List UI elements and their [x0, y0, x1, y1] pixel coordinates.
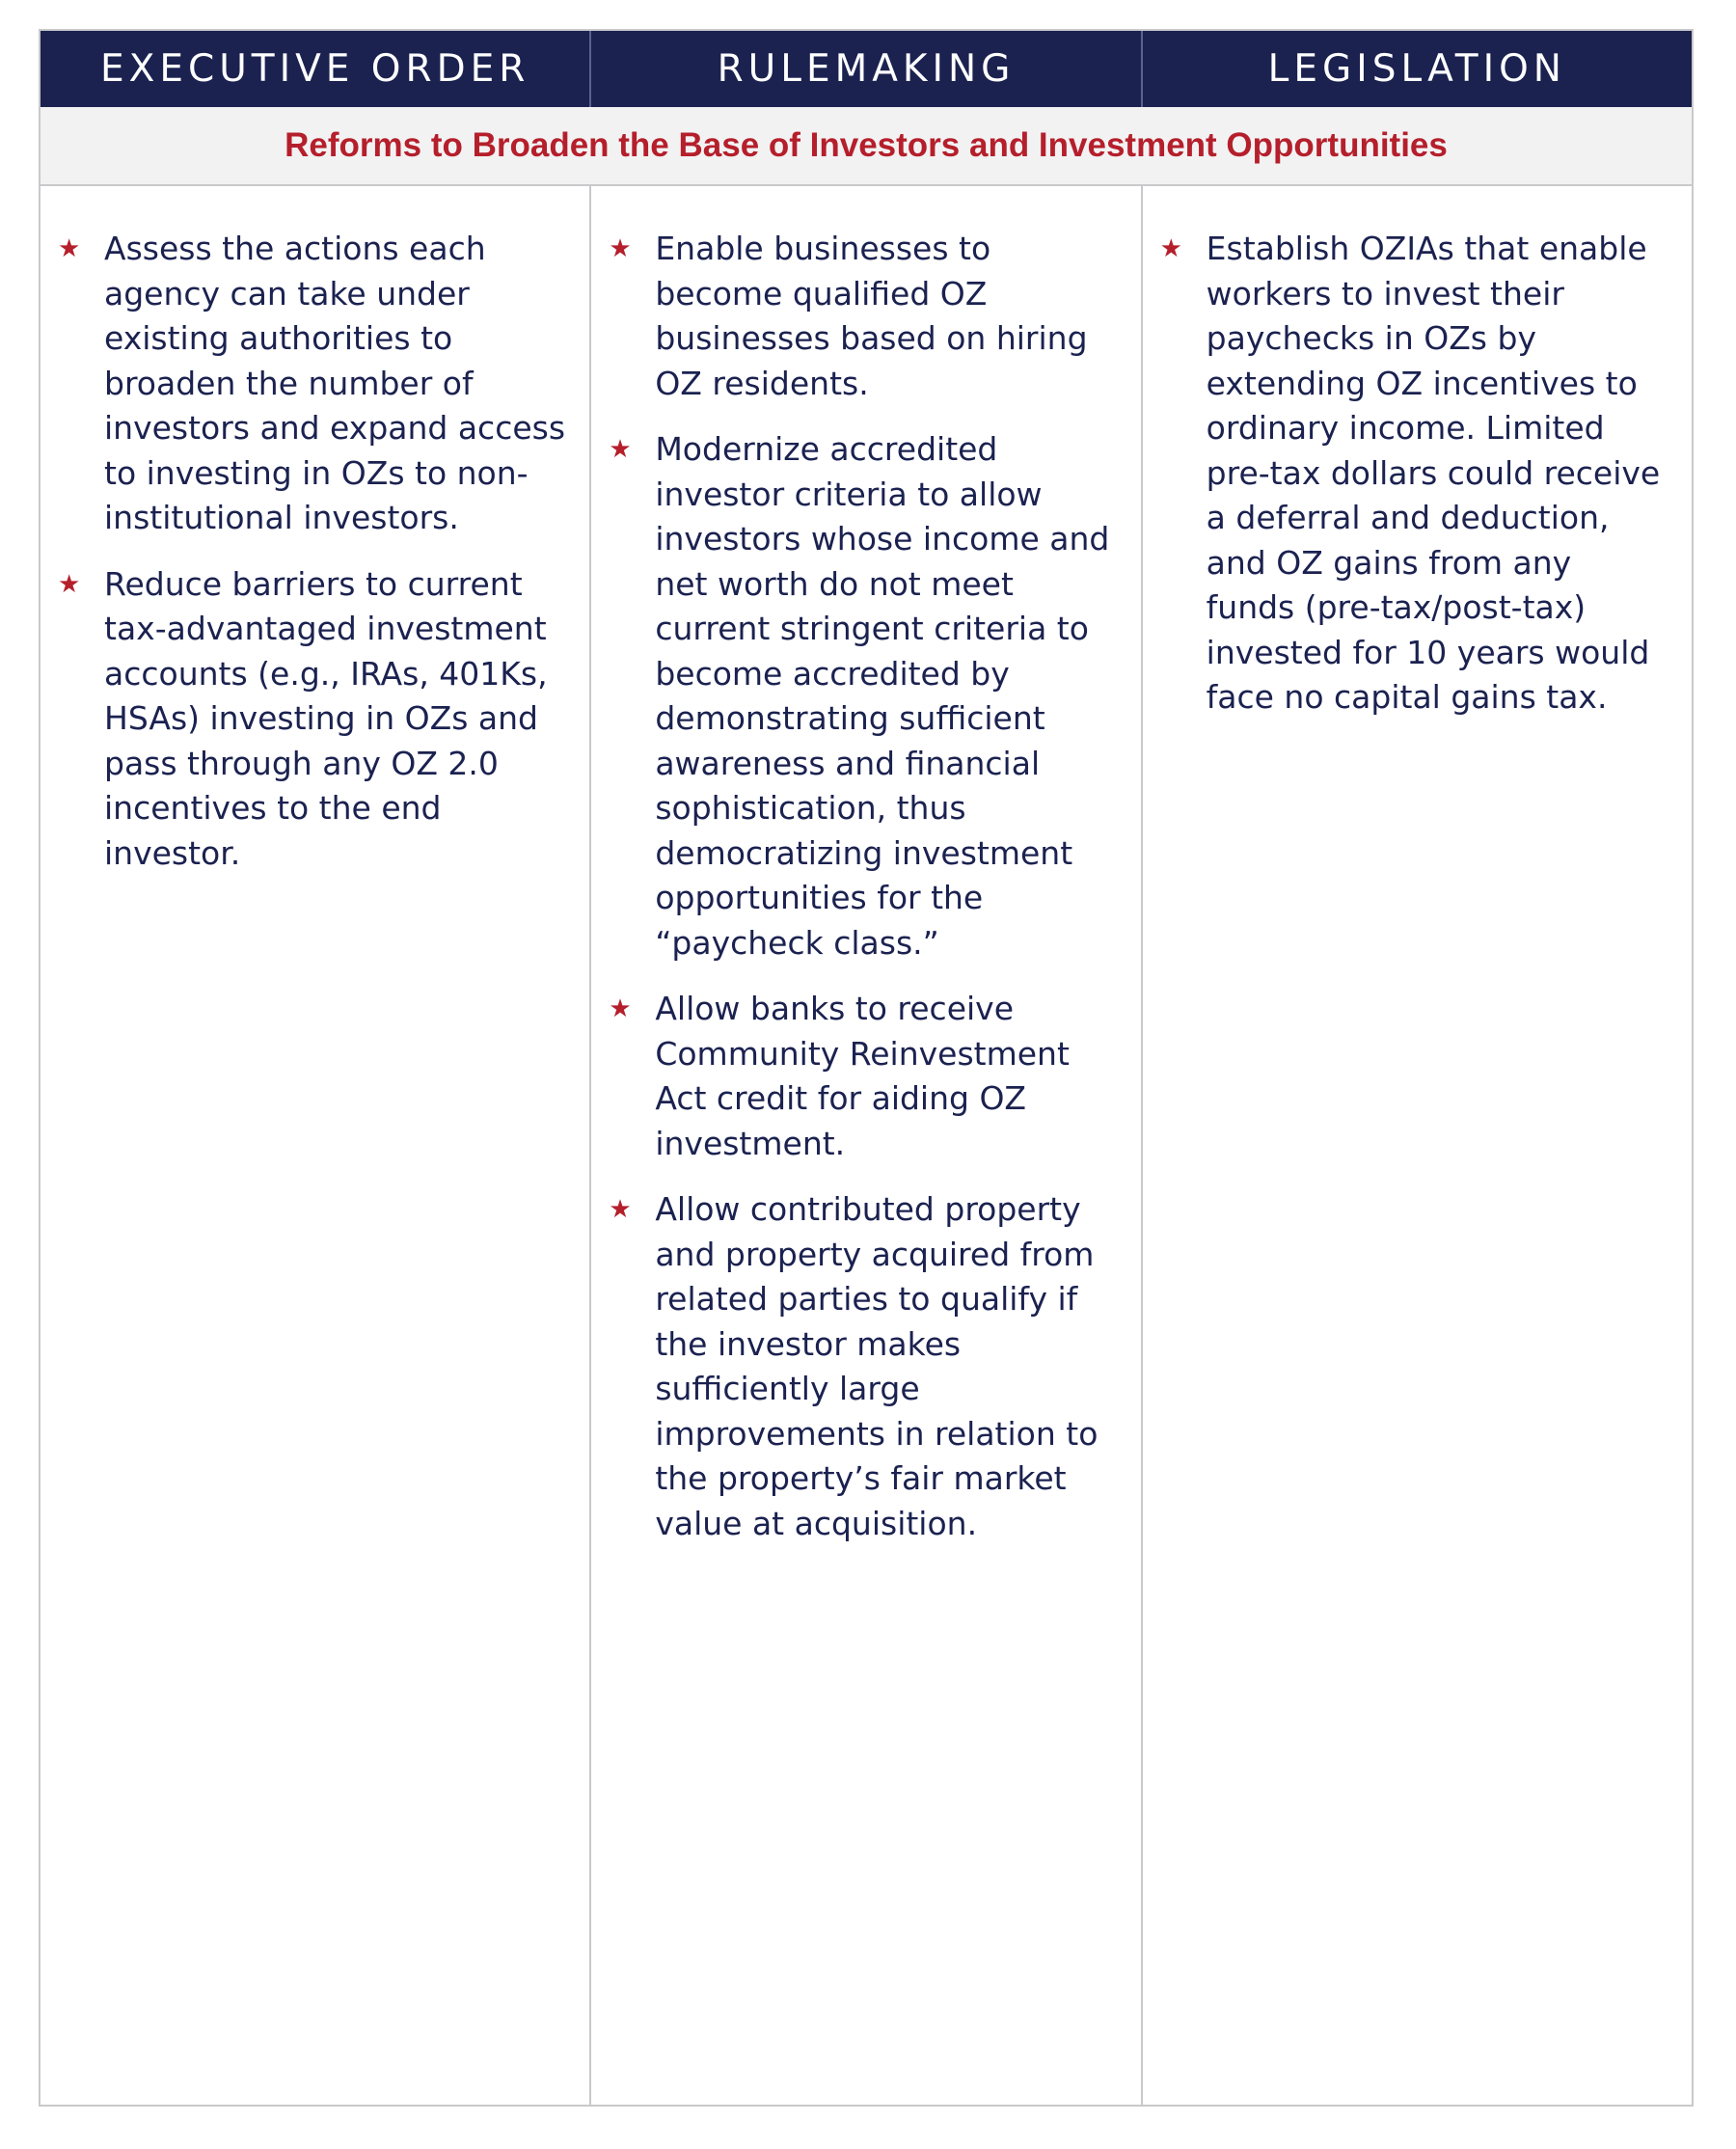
list-item: [609, 227, 1117, 406]
star-icon: ★: [609, 435, 632, 464]
header-rulemaking: RULEMAKING: [591, 31, 1142, 107]
list-item: [609, 987, 1117, 1166]
header-executive-order: EXECUTIVE ORDER: [41, 31, 591, 107]
bullet-text: Allow banks to receive Community Reinvestment Act credit for aiding OZ investment.: [655, 990, 1070, 1162]
star-icon: ★: [1159, 234, 1182, 263]
column-executive-order: [41, 186, 591, 2105]
list-item: [609, 1187, 1117, 1546]
column-legislation: [1143, 186, 1692, 2105]
bullet-list: [58, 227, 566, 876]
bullet-list: [1160, 227, 1668, 721]
star-icon: ★: [58, 569, 81, 599]
list-item: [58, 227, 566, 541]
bullet-text: Allow contributed property and property acquired from related parties to qualify if the investor makes sufficiently large improvements in relation to the property’s fair market value at acquisition.: [655, 1190, 1099, 1542]
star-icon: ★: [609, 234, 632, 263]
header-legislation: LEGISLATION: [1267, 47, 1566, 91]
body-row: [41, 186, 1692, 2105]
star-icon: ★: [609, 1195, 632, 1224]
bullet-text: Establish OZIAs that enable workers to invest their paychecks in OZs by extending OZ incentives to ordinary income. Limited pre-tax dollars could receive a deferral and deduction, and OZ gains from any funds (pre-tax/post-tax) invested for 10 years would face no capital gains tax.: [1206, 230, 1661, 716]
list-item: [1160, 227, 1668, 721]
bullet-text: Reduce barriers to current tax-advantaged investment accounts (e.g., IRAs, 401Ks, HSAs) investing in OZs and pass through any OZ 2.0 incentives to the end investor.: [104, 564, 548, 872]
star-icon: ★: [58, 234, 81, 263]
bullet-text: Modernize accredited investor criteria to allow investors whose income and net worth do not meet current stringent criteria to become accredited by demonstrating sufficient awareness and financial sophistication, thus democratizing investment opportunities for the “paycheck class.”: [655, 430, 1110, 962]
list-item: [609, 427, 1117, 966]
bullet-text: Enable businesses to become qualified OZ businesses based on hiring OZ residents.: [655, 230, 1088, 402]
header-row: [41, 31, 1692, 107]
star-icon: ★: [609, 994, 632, 1023]
policy-table: [39, 29, 1694, 2107]
column-rulemaking: [591, 186, 1142, 2105]
bullet-text: Assess the actions each agency can take under existing authorities to broaden the number of investors and expand access to investing in OZs to non-institutional investors.: [104, 230, 566, 536]
section-banner: Reforms to Broaden the Base of Investors and Investment Opportunities: [41, 107, 1692, 186]
bullet-list: [609, 227, 1117, 1546]
list-item: [58, 562, 566, 877]
